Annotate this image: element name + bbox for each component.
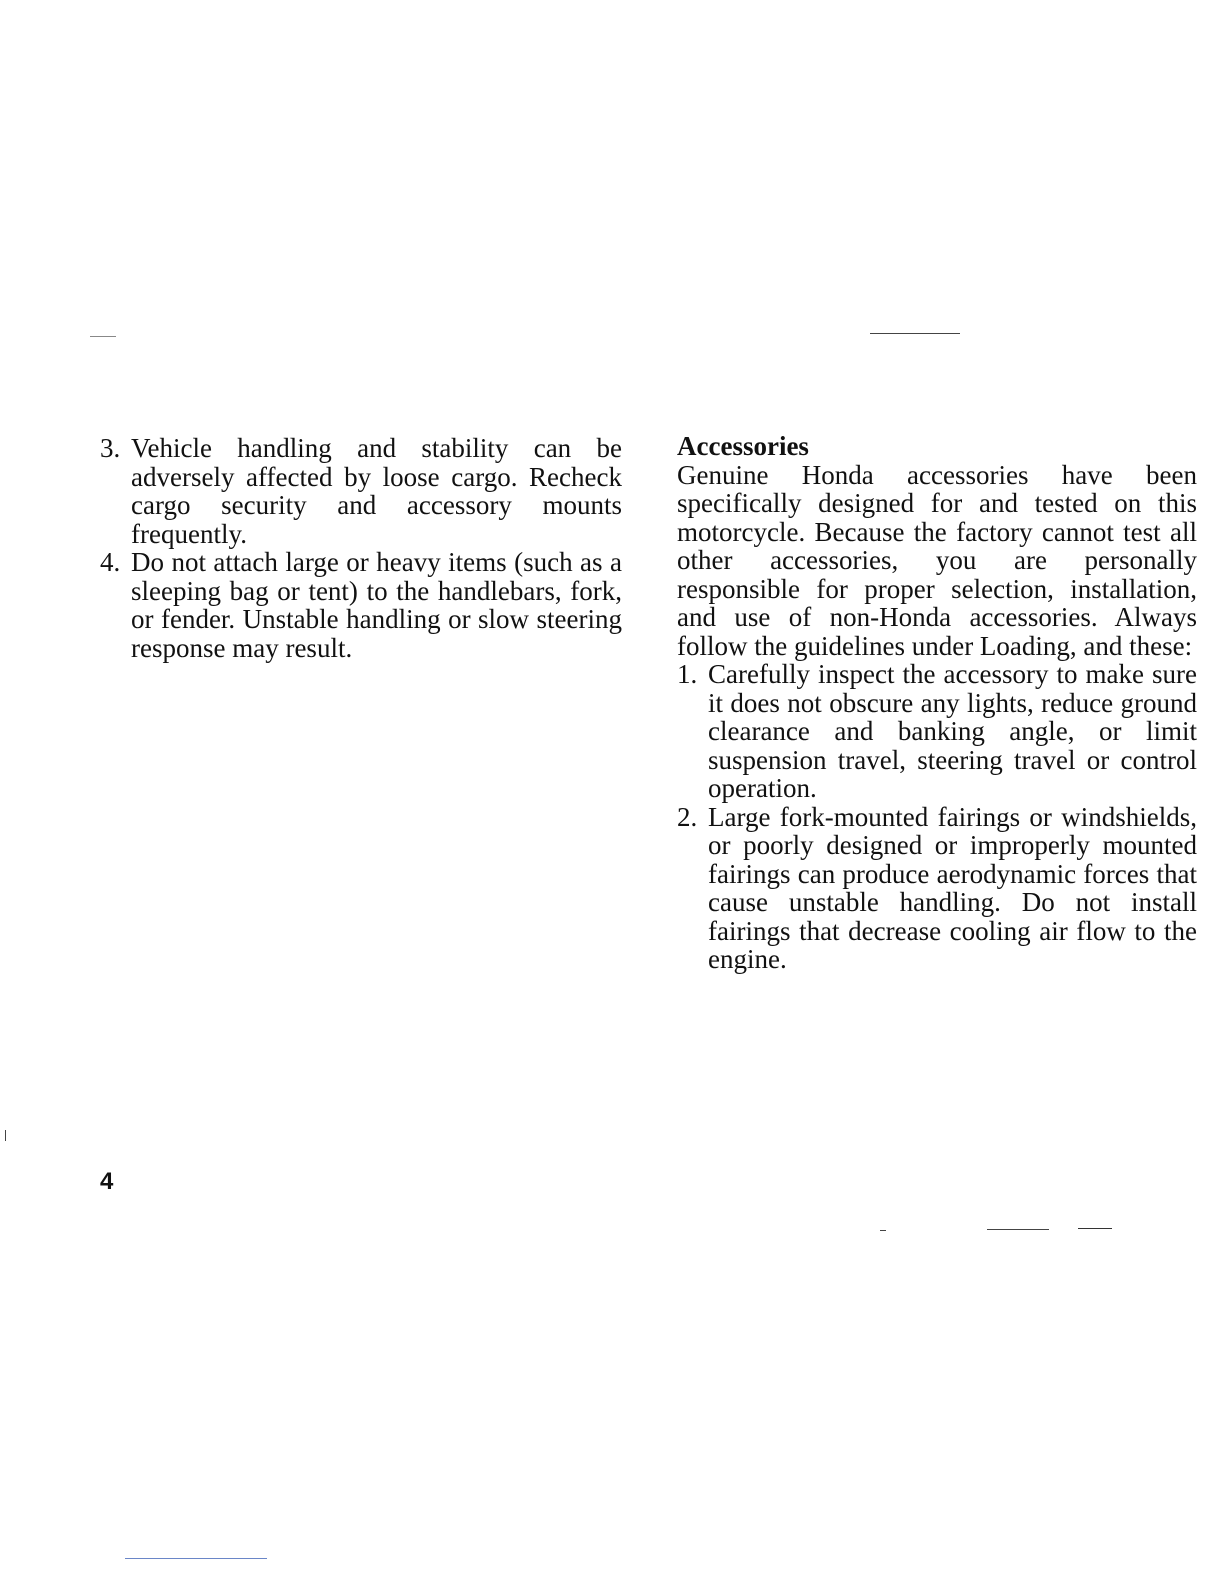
list-item-3 bbox=[100, 434, 622, 548]
list-item-number: 3. bbox=[100, 433, 121, 463]
intro-paragraph: Genuine Honda accessories have been specifically designed for and tested on this motorcycle. Because the factory cannot test all other accessories, you are personally responsible for proper selection, installation, and use of non-Honda accessories. Always follow the guidelines under Loading, and these: bbox=[677, 459, 1197, 661]
scan-mark bbox=[125, 1558, 267, 1559]
list-item-2 bbox=[677, 803, 1197, 974]
list-item-1 bbox=[677, 660, 1197, 803]
page-number: 4 bbox=[100, 1168, 114, 1195]
list-item-text: Large fork-mounted fairings or windshields, or poorly designed or improperly mounted fairings can produce aerodynamic forces that cause unstable handling. Do not install fairings that decrease cooling air flow to the engine. bbox=[708, 801, 1197, 974]
scan-mark bbox=[870, 333, 960, 334]
scan-mark bbox=[987, 1229, 1049, 1230]
list-item-text: Carefully inspect the accessory to make sure it does not obscure any lights, reduce ground clearance and banking angle, or limit suspension travel, steering travel or control operation. bbox=[708, 659, 1197, 803]
scan-mark bbox=[5, 1130, 6, 1141]
list-item-text: Do not attach large or heavy items (such as a sleeping bag or tent) to the handlebars, fork, or fender. Unstable handling or slow steering response may result. bbox=[131, 547, 622, 663]
scan-mark bbox=[1078, 1228, 1112, 1229]
list-item-number: 1. bbox=[677, 659, 698, 689]
scan-mark bbox=[880, 1230, 886, 1231]
right-column bbox=[677, 432, 1197, 974]
scan-mark bbox=[90, 336, 116, 337]
list-item-number: 2. bbox=[677, 801, 698, 832]
list-item-4 bbox=[100, 548, 622, 662]
list-item-text: Vehicle handling and stability can be adversely affected by loose cargo. Recheck cargo security and accessory mounts frequently. bbox=[131, 433, 622, 549]
left-column bbox=[100, 434, 622, 662]
list-item-number: 4. bbox=[100, 547, 121, 577]
section-heading: Accessories bbox=[677, 431, 809, 461]
